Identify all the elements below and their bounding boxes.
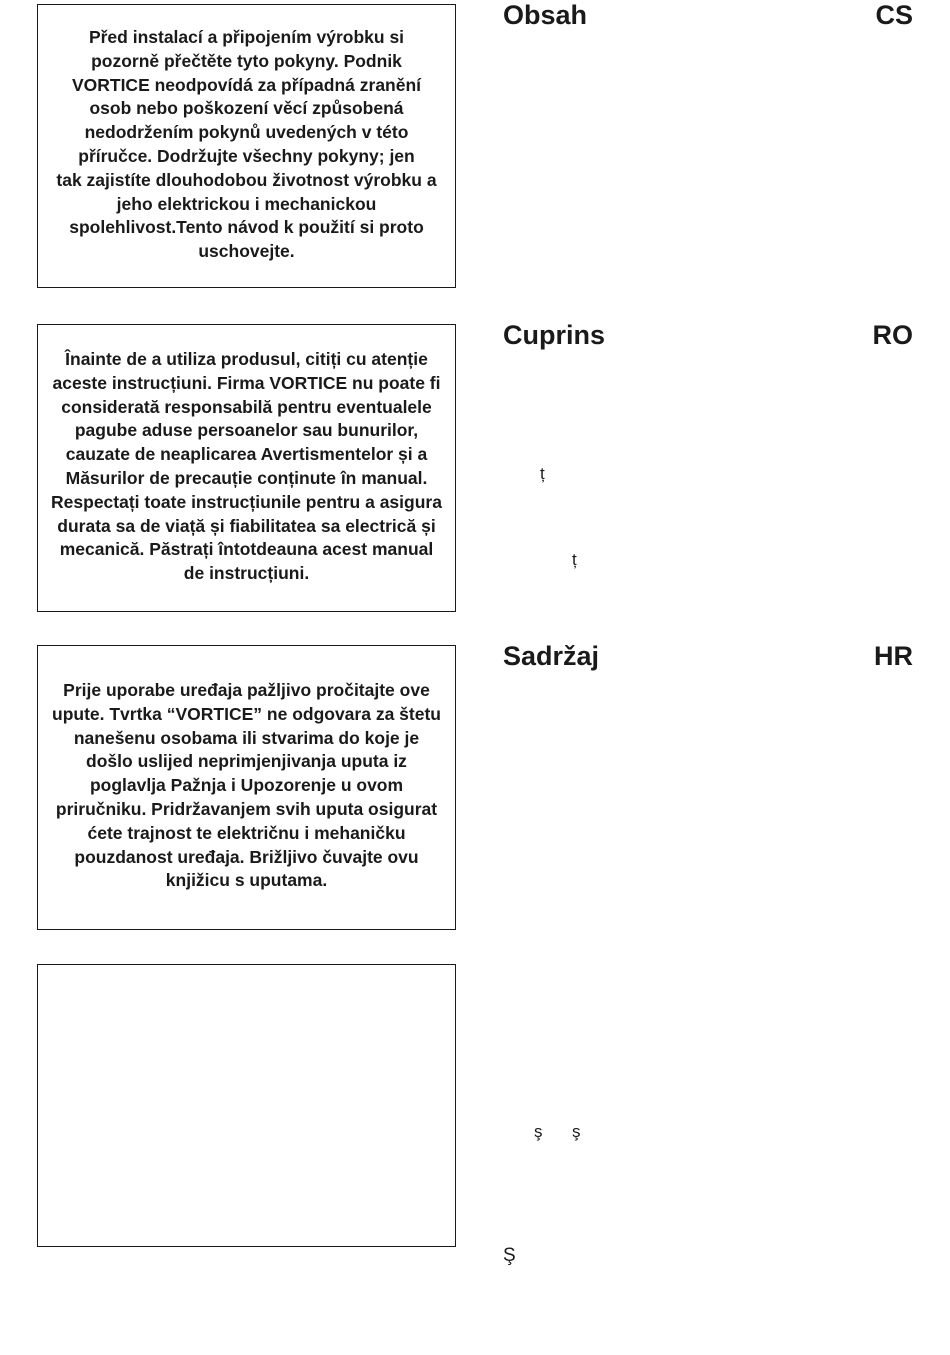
notice-text-ro: Înainte de a utiliza produsul, citiți cu atenție aceste instrucțiuni. Firma VORTICE nu poate fi considerată responsabilă pentru eventualele pagube aduse persoanelor sau bunurilor, cauzate de neaplicarea Avertismentelor și a Măsurilor de precauție conținute în manual. Respectați toate instrucțiunile pentru a asigura durata sa de viață și fiabilitatea sa electrică și mecanică. Păstrați întotdeauna acest manual de instrucțiuni. xyxy=(51,349,442,584)
section-heading-cs xyxy=(503,0,913,30)
stray-glyph: ț xyxy=(572,550,577,569)
language-code: CS xyxy=(875,0,913,30)
notice-box-ro xyxy=(37,324,456,612)
notice-text-cs: Před instalací a připojením výrobku si pozorně přečtěte tyto pokyny. Podnik VORTICE neodpovídá za případná zranění osob nebo poškození věcí způsobená nedodržením pokynů uvedených v této příručce. Dodržujte všechny pokyny; jen tak zajistíte dlouhodobou životnost výrobku a jeho elektrickou i mechanickou spolehlivost.Tento návod k použití si proto uschovejte. xyxy=(56,27,437,262)
section-title: Cuprins xyxy=(503,320,606,350)
section-heading-ro xyxy=(503,320,913,350)
section-heading-hr xyxy=(503,641,913,671)
notice-text-hr: Prije uporabe uređaja pažljivo pročitajte ove upute. Tvrtka “VORTICE” ne odgovara za štetu nanešenu osobama ili stvarima do koje je došlo uslijed neprimjenjivanja uputa iz poglavlja Pažnja i Upozorenje u ovom priručniku. Pridržavanjem svih uputa osigurat ćete trajnost te električnu i mehaničku pouzdanost uređaja. Brižljivo čuvajte ovu knjižicu s uputama. xyxy=(52,680,441,891)
notice-box-hr xyxy=(37,645,456,930)
notice-box-cs xyxy=(37,4,456,288)
language-code: HR xyxy=(874,641,913,671)
empty-notice-box xyxy=(37,964,456,1247)
stray-glyph: Ş xyxy=(503,1245,516,1266)
stray-glyph: ş xyxy=(572,1122,581,1141)
stray-glyph: ş xyxy=(534,1122,543,1141)
section-title: Sadržaj xyxy=(503,641,600,671)
stray-glyph: ț xyxy=(540,464,545,483)
language-code: RO xyxy=(872,320,913,350)
section-title: Obsah xyxy=(503,0,588,30)
